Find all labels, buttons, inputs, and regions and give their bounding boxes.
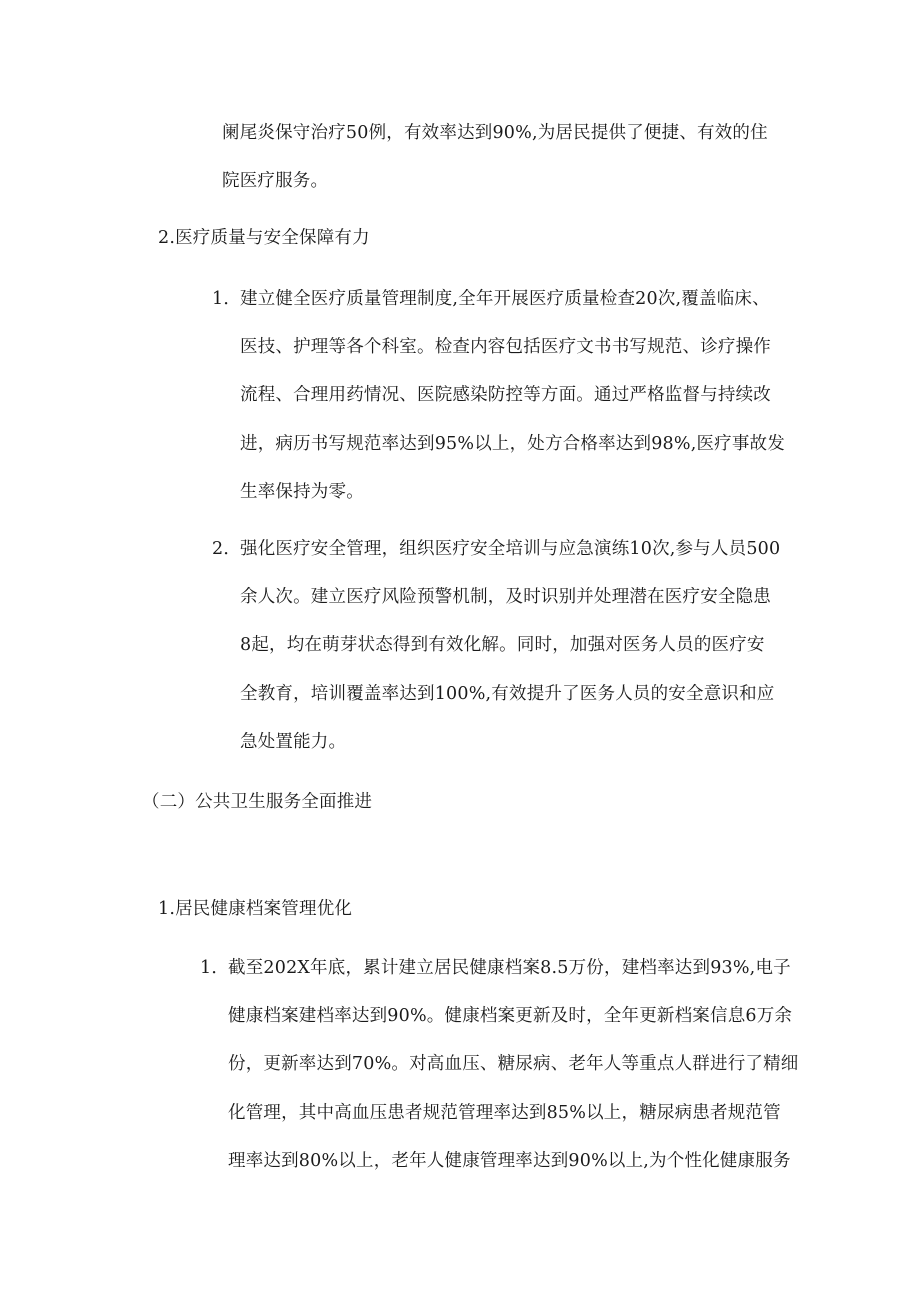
section-heading: 1.居民健康档案管理优化 [158, 899, 353, 919]
paragraph-line: 化管理，其中高血压患者规范管理率达到85%以上，糖尿病患者规范管 [228, 1103, 781, 1123]
paragraph-line: 份，更新率达到70%。对高血压、糖尿病、老年人等重点人群进行了精细 [228, 1054, 799, 1074]
list-item-first-line [200, 956, 791, 980]
list-item-first-line [212, 537, 780, 561]
paragraph-line: 院医疗服务。 [222, 171, 329, 191]
paragraph-line: 截至202X年底，累计建立居民健康档案8.5万份，建档率达到93%,电子 [228, 958, 791, 978]
paragraph-line: 急处置能力。 [240, 732, 347, 752]
paragraph-line: 进，病历书写规范率达到95%以上，处方合格率达到98%,医疗事故发 [240, 434, 785, 454]
paragraph-line: 余人次。建立医疗风险预警机制，及时识别并处理潜在医疗安全隐患 [240, 587, 771, 607]
section-heading: 2.医疗质量与安全保障有力 [158, 228, 370, 248]
list-item-marker: 1． [212, 289, 242, 309]
paragraph-line: 阑尾炎保守治疗50例，有效率达到90%,为居民提供了便捷、有效的住 [222, 123, 768, 143]
list-item-marker: 2． [212, 539, 242, 559]
paragraph-line: 全教育，培训覆盖率达到100%,有效提升了医务人员的安全意识和应 [240, 684, 775, 704]
part-heading: （二）公共卫生服务全面推进 [142, 792, 373, 812]
paragraph-line: 健康档案建档率达到90%。健康档案更新及时，全年更新档案信息6万余 [228, 1006, 793, 1026]
paragraph-line: 生率保持为零。 [240, 482, 364, 502]
paragraph-line: 8起，均在萌芽状态得到有效化解。同时，加强对医务人员的医疗安 [240, 635, 765, 655]
paragraph-line: 医技、护理等各个科室。检查内容包括医疗文书书写规范、诊疗操作 [240, 337, 771, 357]
paragraph-line: 流程、合理用药情况、医院感染防控等方面。通过严格监督与持续改 [240, 385, 771, 405]
list-item-first-line [212, 287, 770, 311]
paragraph-line: 强化医疗安全管理，组织医疗安全培训与应急演练10次,参与人员500 [240, 539, 781, 559]
list-item-marker: 1． [200, 958, 230, 978]
paragraph-line: 理率达到80%以上，老年人健康管理率达到90%以上,为个性化健康服务 [228, 1151, 791, 1171]
paragraph-line: 建立健全医疗质量管理制度,全年开展医疗质量检查20次,覆盖临床、 [240, 289, 770, 309]
